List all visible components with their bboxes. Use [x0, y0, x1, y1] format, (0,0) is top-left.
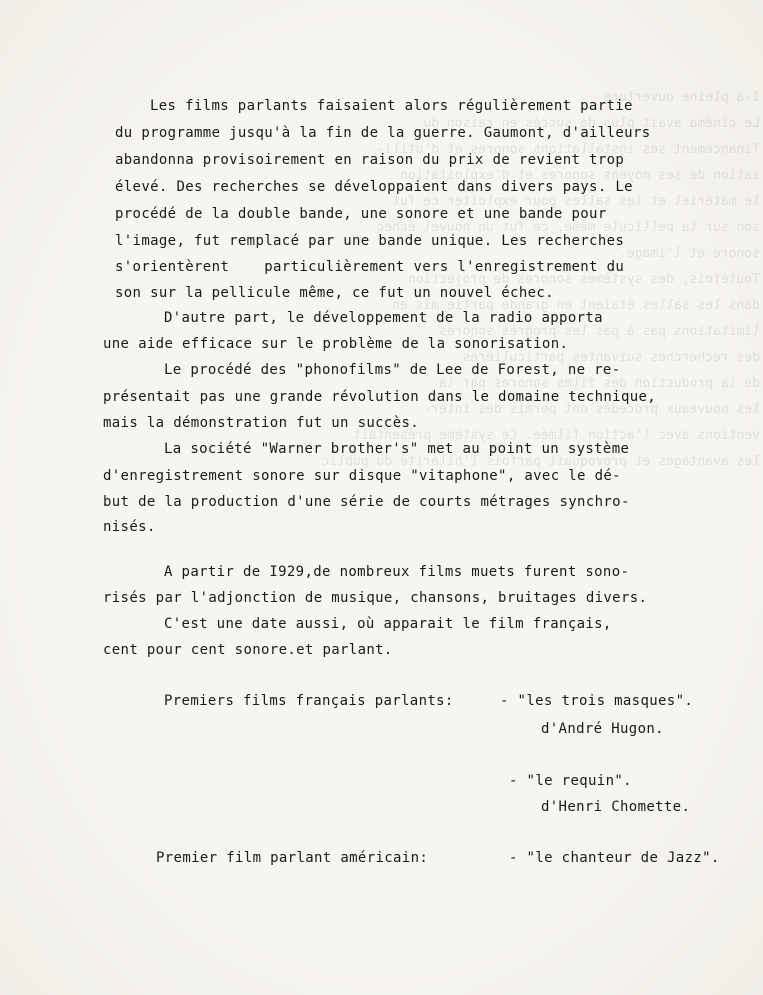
show-through-text: 1-a pleine ouverture Le cinéma avait plus de succès en raison du financement ses installations sonores et d'utili- sation de ses moyens sonores et d'exploitation le matériel et les salles pour exploiter ce fut son sur la pellicule même, ce fut un nouvel échec sonore et l'image. Toutefois, des systèmes sonores de projection dans les salles étaient en grande partie mis en limitations pas à pas les progrès sonores des recherches suivantes particulières de la production des films sonores par la les nouveaux procédés ont permis des inter- ventions avec l'action filmée. Ce système présentait les avantages et provoquait parfois l'hilarité du public. [313, 90, 760, 469]
text-line: s'orientèrent particulièrement vers l'enregistrement du [115, 259, 625, 275]
text-line: A partir de I929,de nombreux films muets furent sono- [164, 564, 630, 580]
text-line: mais la démonstration fut un succès. [103, 415, 420, 431]
french-films-label: Premiers films français parlants: [164, 693, 454, 709]
text-line: d'enregistrement sonore sur disque "vitaphone", avec le dé- [103, 468, 621, 484]
text-line: cent pour cent sonore.et parlant. [103, 642, 393, 658]
text-line: risés par l'adjonction de musique, chansons, bruitages divers. [103, 590, 648, 606]
film-author: d'Henri Chomette. [541, 799, 691, 815]
text-line: une aide efficace sur le problème de la sonorisation. [103, 336, 569, 352]
text-line: élevé. Des recherches se développaient dans divers pays. Le [115, 179, 633, 195]
text-line: Les films parlants faisaient alors régulièrement partie [150, 98, 633, 114]
film-title: - "les trois masques". [500, 693, 694, 709]
text-line: D'autre part, le développement de la radio apporta [164, 310, 603, 326]
text-line: but de la production d'une série de courts métrages synchro- [103, 494, 630, 510]
text-line: du programme jusqu'à la fin de la guerre. Gaumont, d'ailleurs [115, 125, 651, 141]
text-line: procédé de la double bande, une sonore et une bande pour [115, 206, 607, 222]
text-line: présentait pas une grande révolution dans le domaine technique, [103, 389, 657, 405]
text-line: La société "Warner brother's" met au point un système [164, 441, 630, 457]
text-line: l'image, fut remplacé par une bande unique. Les recherches [115, 233, 625, 249]
film-author: d'André Hugon. [541, 721, 664, 737]
text-line: Le procédé des "phonofilms" de Lee de Forest, ne re- [164, 362, 621, 378]
film-title: - "le requin". [509, 773, 632, 789]
text-line: abandonna provisoirement en raison du prix de revient trop [115, 152, 625, 168]
american-film-label: Premier film parlant américain: [156, 850, 429, 866]
text-line: nisés. [103, 519, 156, 535]
text-line: son sur la pellicule même, ce fut un nouvel échec. [115, 285, 554, 301]
text-line: C'est une date aussi, où apparait le film français, [164, 616, 612, 632]
film-title: - "le chanteur de Jazz". [509, 850, 720, 866]
